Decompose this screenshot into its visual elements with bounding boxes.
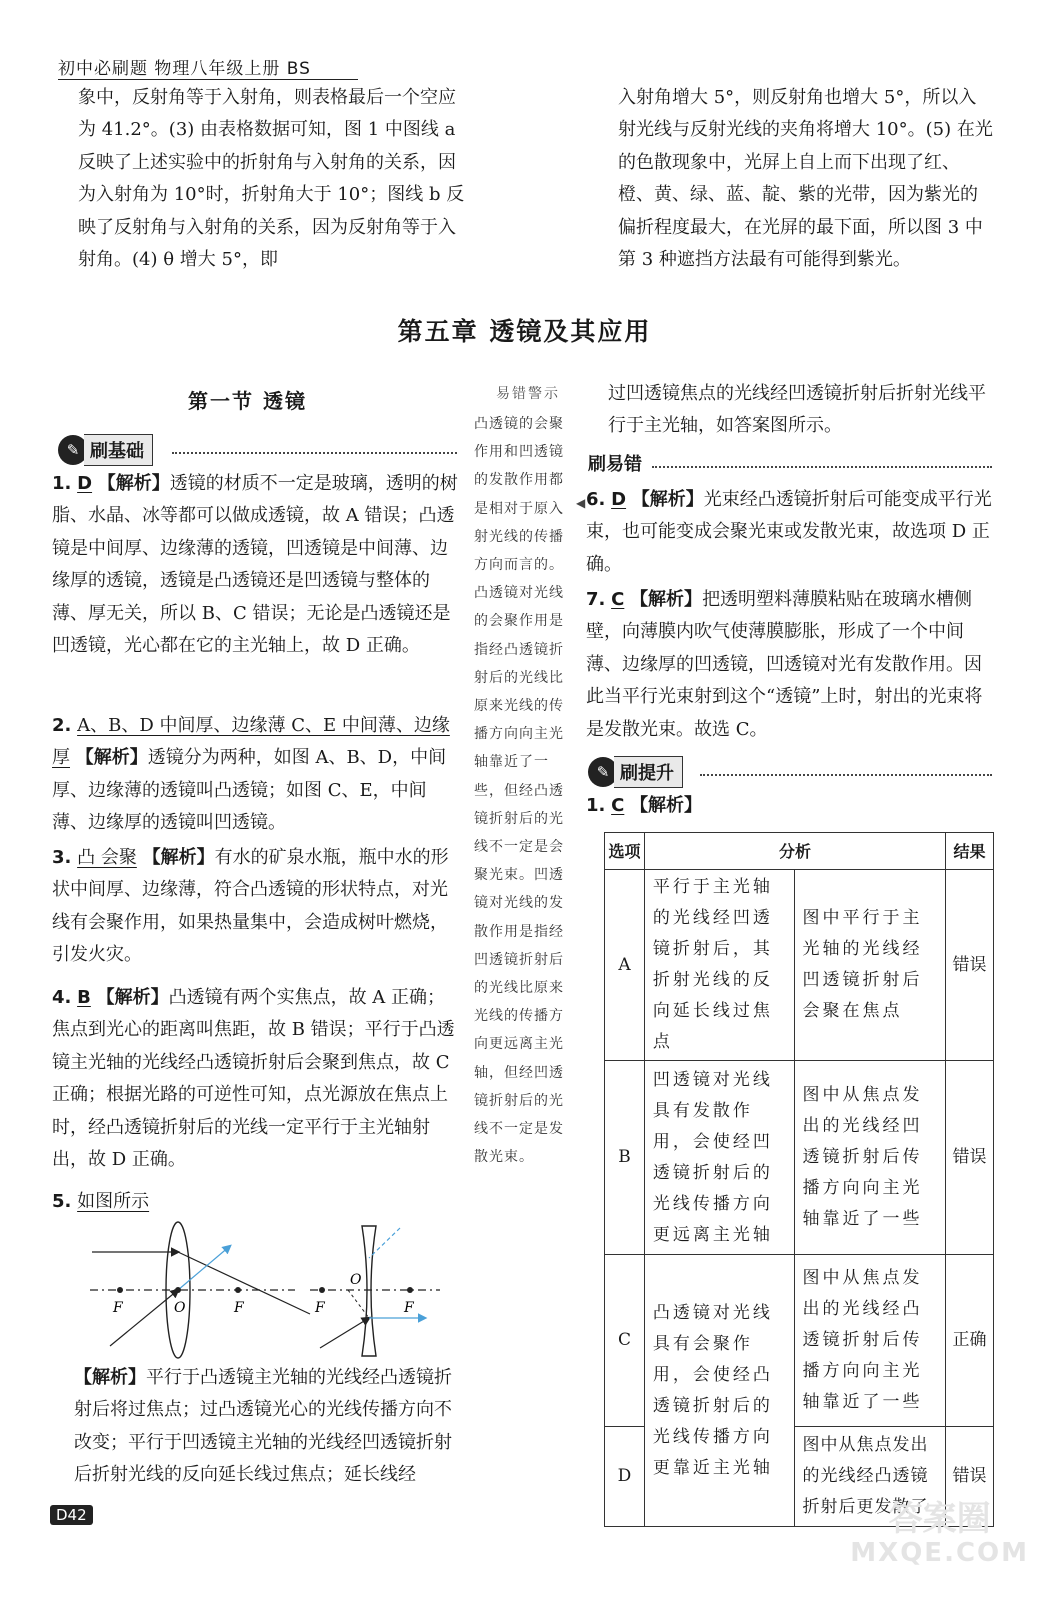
basic-badge-label: 刷基础 — [84, 434, 153, 466]
side-note-text: 凸透镜的会聚作用和凹透镜的发散作用都是相对于原入射光线的传播方向而言的。凸透镜对光线的会聚作用是指经凸透镜折射后的光线比原来光线的传播方向向主光轴靠近了一些，但经凸透镜折射后的光线不一定是会聚光束。凹透镜对光线的发散作用是指经凹透镜折射后的光线比原来光线的传播方向更远离主光轴，但经凹透镜折射后的光线不一定是发散光束。 — [474, 416, 564, 1166]
answer: A、B、D 中间厚、边缘薄 C、E 中间薄、边缘厚 — [52, 715, 450, 769]
answer: C — [611, 795, 625, 816]
label-O: O — [174, 1300, 186, 1316]
table-header: 选项 — [605, 833, 645, 870]
table-row — [605, 1061, 994, 1255]
analysis-text: 平行于凸透镜主光轴的光线经凸透镜折射后将过焦点；过凸透镜光心的光线传播方向不改变；平行于凹透镜主光轴的光线经凹透镜折射后折射光线的反向延长线过焦点；延长线经 — [74, 1367, 452, 1486]
watermark-line1: 答案圈 — [888, 1499, 991, 1539]
analysis-tag: 【解析】 — [75, 747, 148, 769]
concave-lens — [362, 1226, 376, 1356]
question-number: 2. — [52, 715, 72, 736]
analysis-tag: 【解析】 — [631, 489, 704, 510]
optical-center — [175, 1287, 181, 1293]
question-3 — [52, 842, 462, 972]
label-F: F — [404, 1300, 414, 1316]
question-number: 1. — [586, 795, 606, 816]
header-rule — [58, 79, 358, 80]
option-cell: A — [605, 870, 645, 1061]
result-cell: 错误 — [946, 1427, 994, 1527]
page-number: D42 — [50, 1505, 93, 1525]
analysis-cell: 图中平行于主光轴的光线经凹透镜折射后会聚在焦点 — [794, 870, 946, 1061]
answer: B — [77, 987, 91, 1008]
question-1 — [52, 468, 462, 662]
answer: D — [77, 473, 93, 494]
answer: 凸 会聚 — [77, 847, 137, 868]
basic-badge — [58, 434, 153, 466]
watermark-line2: MXQE.COM — [850, 1538, 1029, 1568]
table-header-row — [605, 833, 994, 870]
dotted-divider — [700, 774, 992, 776]
book-header: 初中必刷题 物理八年级上册 BS — [58, 59, 311, 79]
result-cell: 错误 — [946, 870, 994, 1061]
question-number: 4. — [52, 987, 72, 1008]
label-F: F — [113, 1300, 123, 1316]
improve-badge-label: 刷提升 — [614, 756, 683, 788]
analysis-tag: 【解析】 — [142, 847, 215, 868]
error-heading: 刷易错 — [588, 454, 642, 475]
lens-ray-diagram — [80, 1218, 450, 1368]
improve-question-1 — [586, 790, 886, 822]
analysis-tag: 【解析】 — [630, 795, 703, 816]
dotted-divider — [172, 452, 457, 454]
section-title: 第一节 透镜 — [188, 389, 307, 413]
option-cell: B — [605, 1061, 645, 1255]
improve-badge — [588, 756, 683, 788]
dotted-divider — [652, 466, 992, 468]
chapter-title: 第五章 透镜及其应用 — [397, 317, 652, 346]
analysis-cell: 凹透镜对光线具有发散作用，会使经凹透镜折射后的光线传播方向更远离主光轴 — [644, 1061, 794, 1255]
table-header: 分析 — [644, 833, 945, 870]
answer: C — [611, 589, 625, 610]
analysis-text: 透镜的材质不一定是玻璃，透明的树脂、水晶、冰等都可以做成透镜，故 A 错误；凸透镜是中间厚、边缘薄的透镜，凹透镜是中间薄、边缘厚的透镜，透镜是凸透镜还是凹透镜与整体的薄、厚无关，所以 B、C 错误；无论是凸透镜还是凹透镜，光心都在它的主光轴上，故 D 正确。 — [52, 473, 458, 657]
top-right-paragraph: 入射角增大 5°，则反射角也增大 5°，所以入射光线与反射光线的夹角将增大 10°。(5) 在光的色散现象中，光屏上自上而下出现了红、橙、黄、绿、蓝、靛、紫的光带，因为紫光的偏折程度最大，在光屏的最下面，所以图 3 中第 3 种遮挡方法最有可能得到紫光。 — [618, 87, 993, 271]
side-note-title: 易错警示 — [496, 386, 560, 402]
question-7 — [586, 584, 996, 746]
question-number: 6. — [586, 489, 606, 510]
focal-point — [319, 1287, 325, 1293]
question-number: 5. — [52, 1191, 72, 1212]
question-5 — [52, 1186, 462, 1218]
question-number: 7. — [586, 589, 606, 610]
label-F: F — [234, 1300, 244, 1316]
focal-point — [117, 1287, 123, 1293]
site-watermark — [850, 1500, 1029, 1568]
focal-point — [407, 1287, 413, 1293]
question-4 — [52, 982, 462, 1176]
analysis-table — [604, 832, 994, 1527]
analysis-text: 把透明塑料薄膜粘贴在玻璃水槽侧壁，向薄膜内吹气使薄膜膨胀，形成了一个中间薄、边缘厚的凹透镜，凹透镜对光有发散作用。因此当平行光束射到这个“透镜”上时，射出的光束将是发散光束。故选 C。 — [586, 589, 983, 740]
question-2 — [52, 710, 462, 840]
table-header: 结果 — [946, 833, 994, 870]
question-number: 1. — [52, 473, 72, 494]
analysis-text: 有水的矿泉水瓶，瓶中水的形状中间厚、边缘薄，符合凸透镜的形状特点，对光线有会聚作用，如果热量集中，会造成树叶燃烧，引发火灾。 — [52, 847, 449, 966]
analysis-text: 光束经凸透镜折射后可能变成平行光束，也可能变成会聚光束或发散光束，故选项 D 正确。 — [586, 489, 992, 575]
answer: D — [611, 489, 627, 510]
label-F: F — [315, 1300, 325, 1316]
pen-icon: ✎ — [588, 757, 618, 787]
top-left-paragraph: 象中，反射角等于入射角，则表格最后一个空应为 41.2°。(3) 由表格数据可知，图 1 中图线 a 反映了上述实验中的折射角与入射角的关系，因为入射角为 10°时，折射角大于 10°；图线 b 反映了反射角与入射角的关系，因为反射角等于入射角。(4) θ 增大 5°，即 — [78, 87, 465, 271]
analysis-tag: 【解析】 — [96, 987, 169, 1008]
analysis-tag: 【解析】 — [74, 1367, 146, 1388]
analysis-cell: 凸透镜对光线具有会聚作用，会使经凸透镜折射后的光线传播方向更靠近主光轴 — [644, 1255, 794, 1527]
analysis-cell: 图中从焦点发出的光线经凹透镜折射后传播方向向主光轴靠近了一些 — [794, 1061, 946, 1255]
table-row — [605, 870, 994, 1061]
question-5-analysis — [74, 1362, 462, 1492]
pen-icon: ✎ — [58, 435, 88, 465]
option-cell: D — [605, 1427, 645, 1527]
question-6 — [586, 484, 996, 581]
question-number: 3. — [52, 847, 72, 868]
result-cell: 错误 — [946, 1061, 994, 1255]
focal-point — [235, 1287, 241, 1293]
q5-analysis-continued: 过凹透镜焦点的光线经凹透镜折射后折射光线平行于主光轴，如答案图所示。 — [608, 383, 986, 437]
analysis-cell: 平行于主光轴的光线经凹透镜折射后，其折射光线的反向延长线过焦点 — [644, 870, 794, 1061]
analysis-tag: 【解析】 — [630, 589, 703, 610]
table-row — [605, 1255, 994, 1427]
analysis-cell: 图中从焦点发出的光线经凸透镜折射后传播方向向主光轴靠近了一些 — [794, 1255, 946, 1427]
analysis-cell: 图中从焦点发出的光线经凸透镜折射后更发散了 — [794, 1427, 946, 1527]
answer: 如图所示 — [77, 1191, 150, 1212]
result-cell: 正确 — [946, 1255, 994, 1427]
analysis-text: 凸透镜有两个实焦点，故 A 正确；焦点到光心的距离叫焦距，故 B 错误；平行于凸透镜主光轴的光线经凸透镜折射后会聚到焦点，故 C 正确；根据光路的可逆性可知，点光源放在焦点上时，经凸透镜折射后的光线一定平行于主光轴射出，故 D 正确。 — [52, 987, 455, 1171]
option-cell: C — [605, 1255, 645, 1427]
analysis-text: 透镜分为两种，如图 A、B、D，中间厚、边缘薄的透镜叫凸透镜；如图 C、E，中间薄、边缘厚的透镜叫凹透镜。 — [52, 747, 447, 834]
pointer-arrow-icon: ◀ — [576, 496, 586, 510]
label-O: O — [350, 1272, 362, 1288]
analysis-tag: 【解析】 — [97, 473, 170, 494]
